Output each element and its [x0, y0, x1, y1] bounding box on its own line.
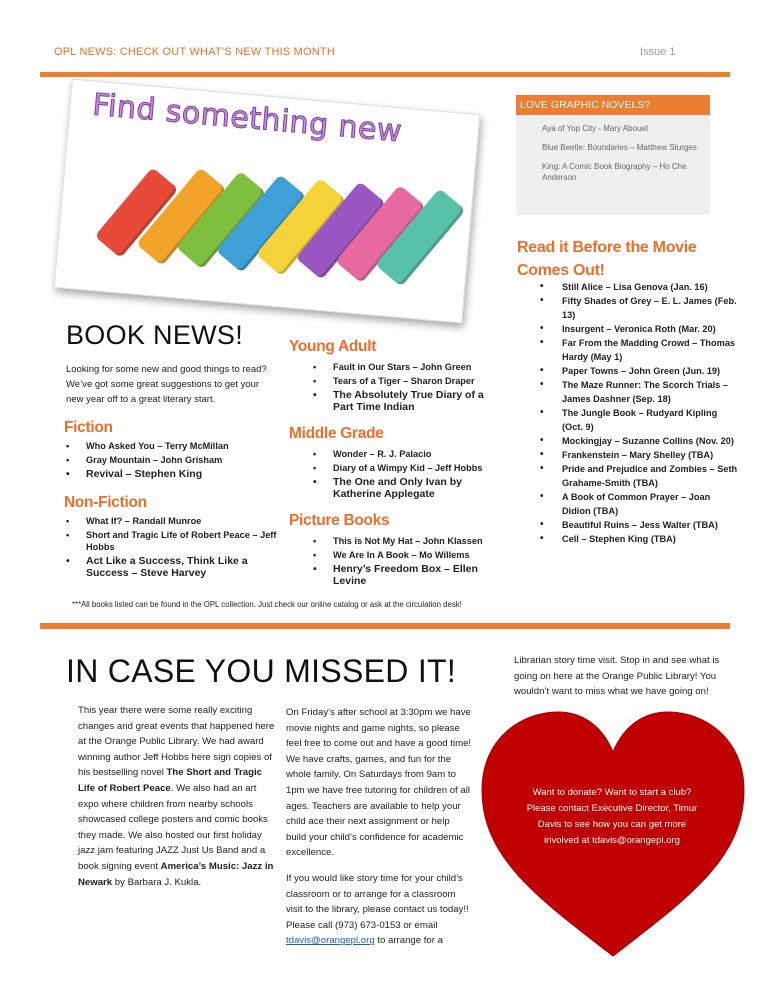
donate-text: Want to donate? Want to start a club? Please contact Executive Director, Timur Davis to see how you can get more involved at tdavis@orangepl.org	[526, 787, 698, 846]
middle-grade-section	[289, 425, 499, 502]
list-item: • This is Not My Hat – John Klassen	[311, 535, 499, 547]
missed-text: This year there were some really exciting changes and great events that happened here at the Orange Public Library. We had award winning author Jeff Hobbs here sign copies of his bestselling novel	[78, 705, 275, 779]
nonfiction-section	[64, 494, 284, 581]
list-item: • Diary of a Wimpy Kid – Jeff Hobbs	[311, 462, 499, 474]
list-item: • Henry’s Freedom Box – Ellen Levine	[311, 563, 499, 587]
nonfiction-list	[64, 515, 284, 579]
picture-books-list	[289, 535, 499, 587]
missed-text: If you would like story time for your child’s classroom or to arrange for a classroom visit to the library, please contact us today!! Please call (973) 673-0153 or email	[286, 872, 469, 931]
collection-note: ***All books listed can be found in the OPL collection. Just check our online catalog or ask at the circulation desk!	[72, 600, 462, 609]
list-item: • The One and Only Ivan by Katherine Applegate	[311, 476, 499, 500]
list-item: • Still Alice – Lisa Genova (Jan. 16)	[538, 280, 738, 294]
list-item: • The Jungle Book – Rudyard Kipling (Oct. 9)	[538, 406, 738, 434]
list-item: • A Book of Common Prayer – Joan Didion (TBA)	[538, 490, 738, 518]
list-item: • Wonder – R. J. Palacio	[311, 448, 499, 460]
nonfiction-heading: Non-Fiction	[64, 494, 147, 511]
email-link[interactable]: tdavis@orangepl.org	[286, 935, 375, 947]
missed-column-3: Librarian story time visit. Stop in and see what is going on here at the Orange Public Library! You wouldn’t want to miss what we have going on!	[514, 655, 720, 698]
hero-title: Find something new	[91, 87, 404, 150]
list-item: • We Are In A Book – Mo Willems	[311, 549, 499, 561]
missed-text: to arrange for a	[374, 935, 443, 947]
picture-books-section	[289, 512, 499, 589]
graphic-novel-item: Blue Beetle: Boundaries – Matthew Sturges	[542, 143, 697, 152]
newsletter-title: OPL NEWS: CHECK OUT WHAT’S NEW THIS MONTH	[54, 46, 335, 58]
list-item: • Frankenstein – Mary Shelley (TBA)	[538, 448, 738, 462]
missed-column-1	[78, 703, 278, 890]
hero-image	[54, 79, 481, 324]
fiction-list	[64, 440, 284, 480]
list-item: • What If? – Randall Munroe	[64, 515, 284, 527]
missed-text: by Barbara J. Kukla.	[112, 876, 202, 888]
graphic-novel-item: Aya of Yop City - Mary Abouet	[542, 124, 649, 133]
book-title: The Short and Tragic Life of Robert Peace	[78, 767, 262, 794]
list-item: • Short and Tragic Life of Robert Peace – Jeff Hobbs	[64, 529, 284, 553]
young-adult-list	[289, 361, 499, 413]
list-item: • Act Like a Success, Think Like a Success – Steve Harvey	[64, 555, 284, 579]
young-adult-section	[289, 338, 499, 415]
fiction-section	[64, 419, 284, 482]
movie-list	[538, 280, 738, 546]
list-item: • Who Asked You – Terry McMillan	[64, 440, 284, 452]
issue-number: Issue 1	[640, 46, 676, 58]
missed-text: . We also had an art expo where children from nearby schools showcased college posters and comic books they made. We also hosted our first holiday jazz jam featuring JAZZ Just Us Band and a book signing event	[78, 782, 268, 872]
fiction-heading: Fiction	[64, 419, 113, 436]
book-news-intro: Looking for some new and good things to read? We’ve got some great suggestions to get your new year off to a great literary start.	[66, 364, 267, 405]
list-item: • Tears of a Tiger – Sharon Draper	[311, 375, 499, 387]
book-title: America’s Music: Jazz in Newark	[78, 860, 274, 888]
middle-grade-heading: Middle Grade	[289, 425, 384, 442]
events-paragraph: On Friday’s after school at 3:30pm we have movie nights and game nights, so please feel free to come out and have a good time! We have crafts, games, and fun for the whole family. On Saturdays from 9am to 1pm we have free tutoring for children of all ages. Teachers are available to help your child ace their next assignment or help build your child’s confidence for academic excellence.	[286, 707, 472, 859]
missed-column-2	[286, 705, 472, 949]
middle-grade-list	[289, 448, 499, 500]
header-divider	[40, 72, 730, 77]
section-divider	[40, 623, 730, 629]
storytime-paragraph	[286, 871, 472, 949]
list-item: • Mockingjay – Suzanne Collins (Nov. 20)	[538, 434, 738, 448]
movie-heading	[517, 236, 717, 282]
list-item: • Revival – Stephen King	[64, 468, 284, 480]
list-item: • Paper Towns – John Green (Jun. 19)	[538, 364, 738, 378]
graphic-novel-item: King: A Comic Book Biography – Ho Che Anderson	[542, 162, 687, 182]
list-item: • The Maze Runner: The Scorch Trials – James Dashner (Sep. 18)	[538, 378, 738, 406]
movie-heading-line: Comes Out!	[517, 262, 605, 279]
list-item: • The Absolutely True Diary of a Part Time Indian	[311, 389, 499, 413]
list-item: • Fault in Our Stars – John Green	[311, 361, 499, 373]
graphic-novels-box	[516, 95, 710, 215]
graphic-novels-heading: LOVE GRAPHIC NOVELS?	[516, 95, 710, 115]
young-adult-heading: Young Adult	[289, 338, 377, 355]
picture-books-heading: Picture Books	[289, 512, 390, 529]
list-item: • Gray Mountain – John Grisham	[64, 454, 284, 466]
list-item: • Far From the Madding Crowd – Thomas Hardy (May 1)	[538, 336, 738, 364]
book-news-heading: BOOK NEWS!	[66, 320, 244, 350]
list-item: • Pride and Prejudice and Zombies – Seth Grahame-Smith (TBA)	[538, 462, 738, 490]
missed-heading: IN CASE YOU MISSED IT!	[66, 653, 457, 689]
list-item: • Beautiful Ruins – Jess Walter (TBA)	[538, 518, 738, 532]
list-item: • Cell – Stephen King (TBA)	[538, 532, 738, 546]
movie-heading-line: Read it Before the Movie	[517, 239, 697, 256]
list-item: • Fifty Shades of Grey – E. L. James (Feb. 13)	[538, 294, 738, 322]
list-item: • Insurgent – Veronica Roth (Mar. 20)	[538, 322, 738, 336]
